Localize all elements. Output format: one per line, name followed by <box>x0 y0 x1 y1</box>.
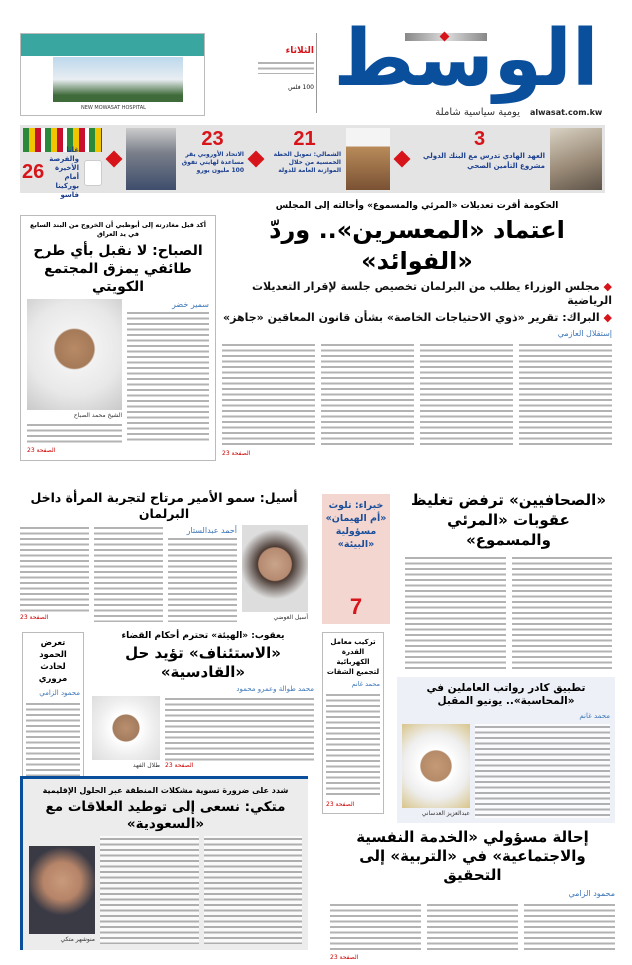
sabah-byline: سمير خضر <box>172 300 209 309</box>
diamond-icon <box>248 151 265 168</box>
hospital-name: NEW MOWASAT HOSPITAL <box>81 105 146 111</box>
power-more-link[interactable]: الصفحة 23 <box>326 801 355 808</box>
education-more-link[interactable]: الصفحة 23 <box>330 954 359 961</box>
pollution-text: خبراء: تلوث «أم الهيمان» مسؤولية «البيئة» <box>325 500 387 550</box>
teaser-text: الاتحاد الأوروبي يقر مساعدة لهايتي تفوق 100 مليون يورو <box>181 151 244 174</box>
article-body-text <box>321 342 414 447</box>
pollution-teaser[interactable] <box>322 494 390 624</box>
hamoud-headline[interactable]: تعرض الحمود لحادث مروري <box>38 638 68 684</box>
article-body-text <box>330 902 421 951</box>
sabah-headline[interactable]: الصباح: لا نقبل بأي طرح طائفي يمزق المجتمع الكويتي <box>33 243 203 295</box>
lead-bullet <box>222 280 612 308</box>
aseel-byline: أحمد عبدالستار <box>186 526 237 535</box>
qadsia-byline: محمد طوالة وعمرو محمود <box>236 685 314 693</box>
article-body-text <box>512 555 613 670</box>
article-body-text <box>326 692 380 798</box>
can-logo-icon <box>84 160 102 186</box>
teaser-page-number: 26 <box>21 161 45 183</box>
aseel-more-link[interactable]: الصفحة 23 <box>20 614 49 621</box>
teaser-item[interactable] <box>268 128 390 190</box>
qadsia-photo-caption: طلال الفهد <box>132 762 160 769</box>
qadsia-more-link[interactable]: الصفحة 23 <box>165 762 194 769</box>
article-body-text <box>168 536 237 622</box>
article-body-text <box>204 836 303 944</box>
mottaki-headline[interactable]: متكي: نسعى إلى توطيد العلاقات مع «السعودية» <box>45 799 286 832</box>
aseel-story <box>20 490 308 622</box>
date-text <box>258 60 314 74</box>
article-body-text <box>165 696 314 762</box>
article-body-text <box>519 342 612 447</box>
teaser-item[interactable] <box>21 128 102 199</box>
article-body-text <box>405 555 506 670</box>
teaser-text: غانا والفرصة الأخيرة أمام بوركينا فاسو <box>49 145 79 199</box>
power-byline: محمد غانم <box>351 680 380 688</box>
article-body-text <box>427 902 518 951</box>
cadre-byline: محمد غانم <box>579 712 610 720</box>
aseel-headline[interactable]: أسيل: سمو الأمير مرتاح لتجربة المرأة داخل البرلمان <box>30 490 298 521</box>
diamond-icon <box>106 151 123 168</box>
cadre-photo-caption: عبدالعزيز العدساني <box>421 810 470 817</box>
qadsia-story <box>92 630 314 770</box>
mottaki-photo <box>29 846 95 934</box>
lead-bullet <box>222 311 612 325</box>
masthead-logo[interactable]: الوسط <box>333 14 599 104</box>
article-body-text <box>26 701 80 777</box>
journalists-story <box>405 490 612 670</box>
education-headline[interactable]: إحالة مسؤولي «الخدمة النفسية والاجتماعية» في «التربية» إلى التحقيق <box>356 828 589 884</box>
journalists-headline[interactable]: «الصحافيين» ترفض تغليظ عقوبات «المرئي والمسموع» <box>410 491 607 549</box>
teaser-text: الشمالي: تمويل الخطة الخمسية من خلال الموازنة العامة للدولة <box>273 151 341 174</box>
teaser-item[interactable] <box>414 128 602 190</box>
sabah-photo-caption: الشيخ محمد الصباح <box>73 412 122 419</box>
teaser-strip <box>20 125 605 199</box>
bullet-text: البراك: تقرير «ذوي الاحتياجات الخاصة» بشأن قانون المعاقين «جاهز» <box>223 311 600 324</box>
date-block <box>258 45 314 92</box>
cadre-photo <box>402 724 470 808</box>
education-story <box>330 828 615 962</box>
diamond-bullet-icon: ◆ <box>599 280 612 293</box>
lead-kicker: الحكومة أقرت تعديلات «المرئي والمسموع» وأحالته إلى المجلس <box>275 201 559 211</box>
diamond-bullet-icon: ◆ <box>599 311 612 324</box>
hospital-photo <box>53 57 183 102</box>
teaser-page-number: 3 <box>473 128 486 150</box>
teaser-page-number: 21 <box>293 128 316 150</box>
article-body-text <box>100 836 199 944</box>
diamond-icon <box>394 151 411 168</box>
sabah-story <box>20 215 216 461</box>
qadsia-headline[interactable]: «الاستئناف» تؤيد حل «القادسية» <box>125 644 281 681</box>
cadre-headline[interactable]: تطبيق كادر رواتب العاملين في «المحاسبة».. يونيو المقبل <box>426 682 586 707</box>
article-body-text <box>524 902 615 951</box>
article-body-text <box>94 525 163 622</box>
article-body-text <box>20 525 89 614</box>
sabah-kicker: أكد قبل مغادرته إلى أبوظبي أن الخروج من البند السابع في يد العراق <box>30 221 206 238</box>
issue-day: الثلاثاء <box>285 46 314 56</box>
hamoud-byline: محمود الزامي <box>39 689 80 697</box>
article-body-text <box>27 422 122 444</box>
issue-price: 100 فلس <box>288 84 314 91</box>
divider <box>316 33 317 113</box>
masthead-tagline: يومية سياسية شاملة <box>435 107 520 118</box>
power-story <box>322 632 384 814</box>
power-headline[interactable]: تركيب معامل القدرة الكهربائية لتجميع الشقات <box>326 638 380 676</box>
mottaki-photo-caption: منوشهر متكي <box>60 936 95 943</box>
qadsia-kicker: يعقوب: «الهيئة» تحترم أحكام القضاء <box>121 631 285 641</box>
mottaki-photo-block <box>29 846 95 944</box>
sabah-photo <box>27 299 122 410</box>
mottaki-kicker: شدد على ضرورة تسوية مشكلات المنطقة عبر الحلول الإقليمية <box>42 786 289 795</box>
lead-story <box>222 200 612 458</box>
article-body-text <box>420 342 513 447</box>
pollution-page-number: 7 <box>349 594 363 619</box>
bullet-text: مجلس الوزراء يطلب من البرلمان تخصيص جلسة لإقرار التعديلات الرياضية <box>251 280 612 307</box>
teaser-photo <box>550 128 602 190</box>
qadsia-photo <box>92 696 160 760</box>
lead-headline[interactable]: اعتماد «المعسرين».. وردّ «الفوائد» <box>269 216 565 275</box>
article-body-text <box>475 724 610 818</box>
education-byline: محمود الزامي <box>568 889 615 898</box>
article-body-text <box>127 310 209 444</box>
aseel-photo-caption: أسيل العوضي <box>273 614 308 621</box>
lead-byline: إستقلال العازمي <box>557 329 612 338</box>
website-link[interactable]: alwasat.com.kw <box>530 108 603 117</box>
teaser-page-number: 23 <box>201 128 224 150</box>
teaser-text: العهد الهادي تدرس مع البنك الدولي مشروع التأمين الصحي <box>423 152 545 170</box>
aseel-photo <box>242 525 308 612</box>
lead-more-link[interactable]: الصفحة 23 <box>222 450 251 457</box>
article-body-text <box>222 342 315 447</box>
cadre-story <box>397 677 615 823</box>
teaser-photo <box>126 128 176 190</box>
hamoud-story <box>22 632 84 782</box>
teaser-photo <box>346 128 390 190</box>
teaser-item[interactable] <box>126 128 244 190</box>
sabah-more-link[interactable]: الصفحة 23 <box>27 447 56 454</box>
hospital-ad[interactable] <box>20 33 205 116</box>
